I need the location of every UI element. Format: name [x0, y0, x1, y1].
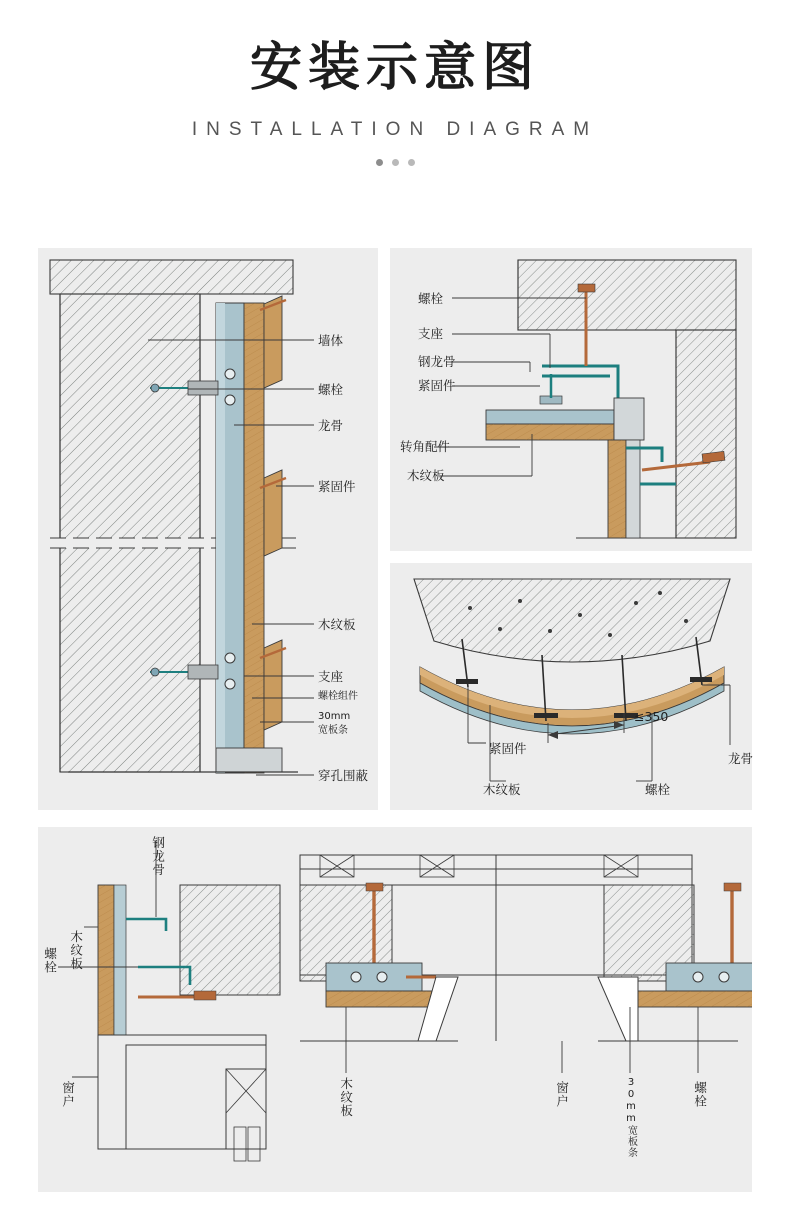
curved-ceiling-drawing	[390, 563, 752, 810]
decorative-dots	[0, 159, 790, 166]
label-max-spacing: ≤350	[634, 709, 669, 724]
label-wide-batten: 宽板条	[318, 725, 348, 736]
label-corner-fitting: 转角配件	[400, 439, 451, 454]
label-keel: 龙骨	[318, 418, 344, 433]
label-fastener: 紧固件	[418, 378, 456, 393]
label-bolt-assembly: 螺栓组件	[318, 691, 358, 702]
page-title: 安装示意图	[249, 38, 540, 98]
label-perforated-enclosure: 穿孔围蔽	[318, 768, 369, 783]
label-bolt: 螺栓	[418, 291, 444, 306]
label-window: 窗户	[60, 1081, 76, 1108]
label-30mm: 30mm	[318, 711, 351, 722]
corner-detail-drawing	[390, 248, 752, 551]
label-support: 支座	[318, 669, 344, 684]
panel-window-detail	[38, 827, 752, 1192]
label-bolt-2: 螺栓	[692, 1081, 708, 1108]
panel-wall-section	[38, 248, 378, 810]
label-window-2: 窗户	[554, 1081, 570, 1108]
label-wood-panel: 木纹板	[483, 782, 521, 797]
window-detail-drawing	[38, 827, 752, 1192]
label-fastener: 紧固件	[318, 479, 356, 494]
label-fastener: 紧固件	[489, 741, 527, 756]
label-support: 支座	[418, 326, 444, 341]
label-wood-panel-2: 木纹板	[338, 1077, 354, 1118]
label-bolt: 螺栓	[645, 782, 671, 797]
label-steel-keel: 钢龙骨	[150, 836, 166, 877]
label-wood-panel: 木纹板	[68, 930, 84, 971]
label-bolt: 螺栓	[42, 947, 58, 974]
panel-curved-ceiling	[390, 563, 752, 810]
label-wall: 墙体	[318, 333, 344, 348]
page-subtitle: INSTALLATION DIAGRAM	[191, 119, 599, 141]
label-bolt: 螺栓	[318, 382, 344, 397]
panel-corner-detail	[390, 248, 752, 551]
page-header	[0, 0, 790, 166]
label-keel: 龙骨	[728, 751, 754, 766]
label-wood-panel: 木纹板	[407, 468, 445, 483]
label-steel-keel: 钢龙骨	[418, 354, 456, 369]
label-wood-panel: 木纹板	[318, 617, 356, 632]
label-30mm-batten: 30mm宽板条	[625, 1077, 637, 1158]
